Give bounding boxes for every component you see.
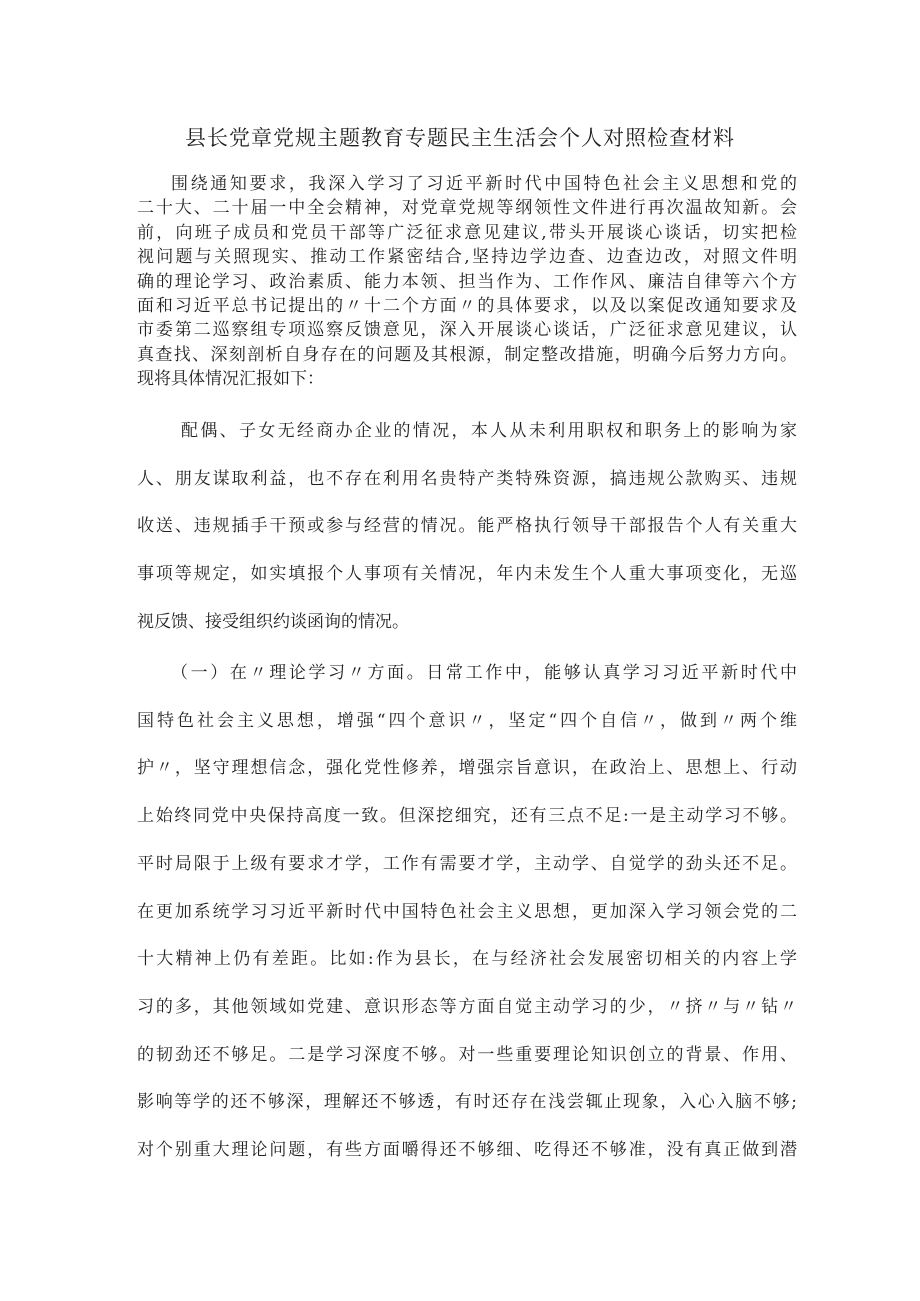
text-line: 配偶、子女无经商办企业的情况，本人从未利用职权和职务上的影响为家 (181, 421, 797, 441)
text-line: 的韧劲还不够足。二是学习深度不够。对一些重要理论知识创立的背景、作用、 (137, 1044, 797, 1065)
paragraph-family-business (137, 408, 797, 647)
text-line: 前，向班子成员和党员干部等广泛征求意见建议,带头开展谈心谈话，切实把检 (137, 222, 797, 243)
text-line: 习的多，其他领域如党建、意识形态等方面自觉主动学习的少，〃挤〃与〃钻〃 (137, 996, 797, 1017)
text-line: 确的理论学习、政治素质、能力本领、担当作为、工作作风、廉洁自律等六个方 (137, 271, 797, 292)
text-line: 影响等学的还不够深，理解还不够透，有时还存在浅尝辄止现象，入心入脑不够; (137, 1092, 797, 1113)
text-line: 对个别重大理论问题，有些方面嚼得还不够细、吃得还不够准，没有真正做到潜 (137, 1140, 797, 1161)
text-line: 十大精神上仍有差距。比如:作为县长，在与经济社会发展密切相关的内容上学 (137, 949, 797, 970)
text-line: 上始终同党中央保持高度一致。但深挖细究，还有三点不足:一是主动学习不够。 (137, 806, 797, 827)
text-line: 视问题与关照现实、推动工作紧密结合,坚持边学边查、边查边改，对照文件明 (137, 247, 797, 268)
text-line: 视反馈、接受组织约谈函询的情况。 (137, 611, 409, 632)
text-line: （一）在〃理论学习〃方面。日常工作中，能够认真学习习近平新时代中 (171, 663, 797, 683)
text-line: 平时局限于上级有要求才学，工作有需要才学，主动学、自觉学的劲头还不足。 (137, 853, 797, 874)
text-line: 现将具体情况汇报如下： (137, 369, 324, 390)
text-line: 事项等规定，如实填报个人事项有关情况，年内未发生个人重大事项变化，无巡 (137, 564, 797, 585)
text-line: 面和习近平总书记提出的〃十二个方面〃的具体要求，以及以案促改通知要求及 (137, 296, 797, 317)
text-line: 护〃，坚守理想信念，强化党性修养，增强宗旨意识，在政治上、思想上、行动 (137, 758, 797, 779)
text-line: 真查找、深刻剖析自身存在的问题及其根源，制定整改措施，明确今后努力方向。 (137, 344, 797, 365)
text-line: 围绕通知要求，我深入学习了习近平新时代中国特色社会主义思想和党的 (171, 174, 797, 194)
intro-paragraph (137, 172, 797, 392)
text-line: 二十大、二十届一中全会精神，对党章党规等纲领性文件进行再次温故知新。会 (137, 198, 797, 219)
text-line: 收送、违规插手干预或参与经营的情况。能严格执行领导干部报告个人有关重大 (137, 516, 797, 537)
text-line: 国特色社会主义思想，增强“四个意识〃，坚定“四个自信〃，做到〃两个维 (137, 710, 797, 731)
text-line: 人、朋友谋取利益，也不存在利用名贵特产类特殊资源，搞违规公款购买、违规 (137, 468, 797, 489)
page-title: 县长党章党规主题教育专题民主生活会个人对照检查材料 (185, 126, 735, 150)
text-line: 在更加系统学习习近平新时代中国特色社会主义思想，更加深入学习领会党的二 (137, 901, 797, 922)
paragraph-theory-study (137, 650, 797, 1175)
text-line: 市委第二巡察组专项巡察反馈意见，深入开展谈心谈话，广泛征求意见建议，认 (137, 320, 797, 341)
